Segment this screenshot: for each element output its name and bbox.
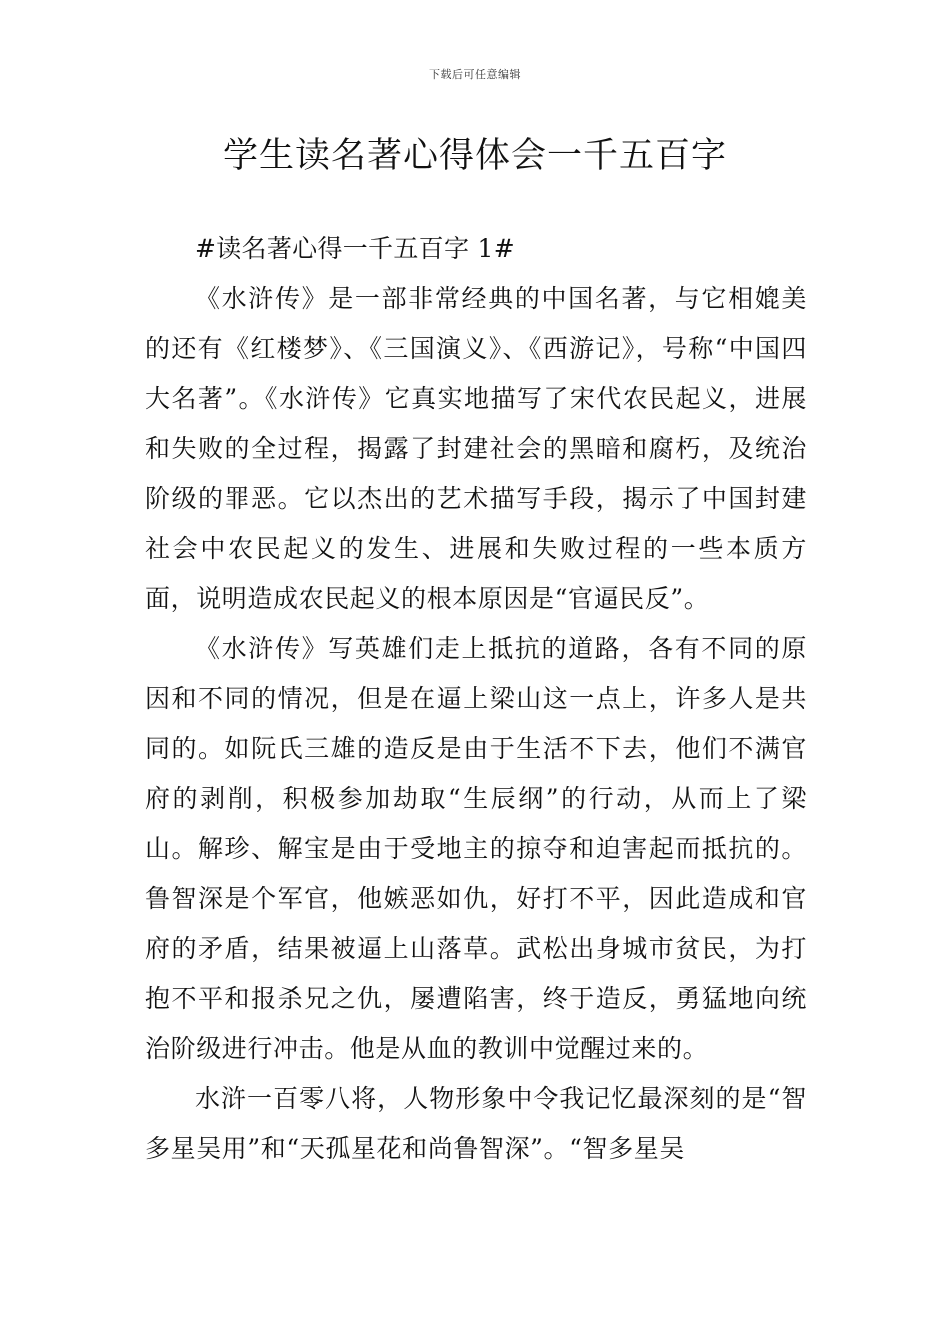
paragraph-2: 《水浒传》写英雄们走上抵抗的道路，各有不同的原因和不同的情况，但是在逼上梁山这一点上，许多人是共同的。如阮氏三雄的造反是由于生活不下去，他们不满官府的剥削，积极参加劫取“生辰纲”的行动，从而上了梁山。解珍、解宝是由于受地主的掠夺和迫害起而抵抗的。鲁智深是个军官，他嫉恶如仇，好打不平，因此造成和官府的矛盾，结果被逼上山落草。武松出身城市贫民，为打抱不平和报杀兄之仇，屡遭陷害，终于造反，勇猛地向统治阶级进行冲击。他是从血的教训中觉醒过来的。 xyxy=(145,634,807,1063)
paragraph-3: 水浒一百零八将，人物形象中令我记忆最深刻的是“智多星吴用”和“天孤星花和尚鲁智深”。“智多星吴 xyxy=(145,1084,807,1163)
paragraph-1: 《水浒传》是一部非常经典的中国名著，与它相媲美的还有《红楼梦》、《三国演义》、《西游记》，号称“中国四大名著”。《水浒传》它真实地描写了宋代农民起义，进展和失败的全过程，揭露了封建社会的黑暗和腐朽，及统治阶级的罪恶。它以杰出的艺术描写手段，揭示了中国封建社会中农民起义的发生、进展和失败过程的一些本质方面，说明造成农民起义的根本原因是“官逼民反”。 xyxy=(145,284,807,613)
header-note: 下载后可任意编辑 xyxy=(429,68,521,81)
document-body xyxy=(145,224,807,1174)
section-heading: #读名著心得一千五百字 1# xyxy=(195,234,515,263)
document-title: 学生读名著心得体会一千五百字 xyxy=(222,136,727,176)
